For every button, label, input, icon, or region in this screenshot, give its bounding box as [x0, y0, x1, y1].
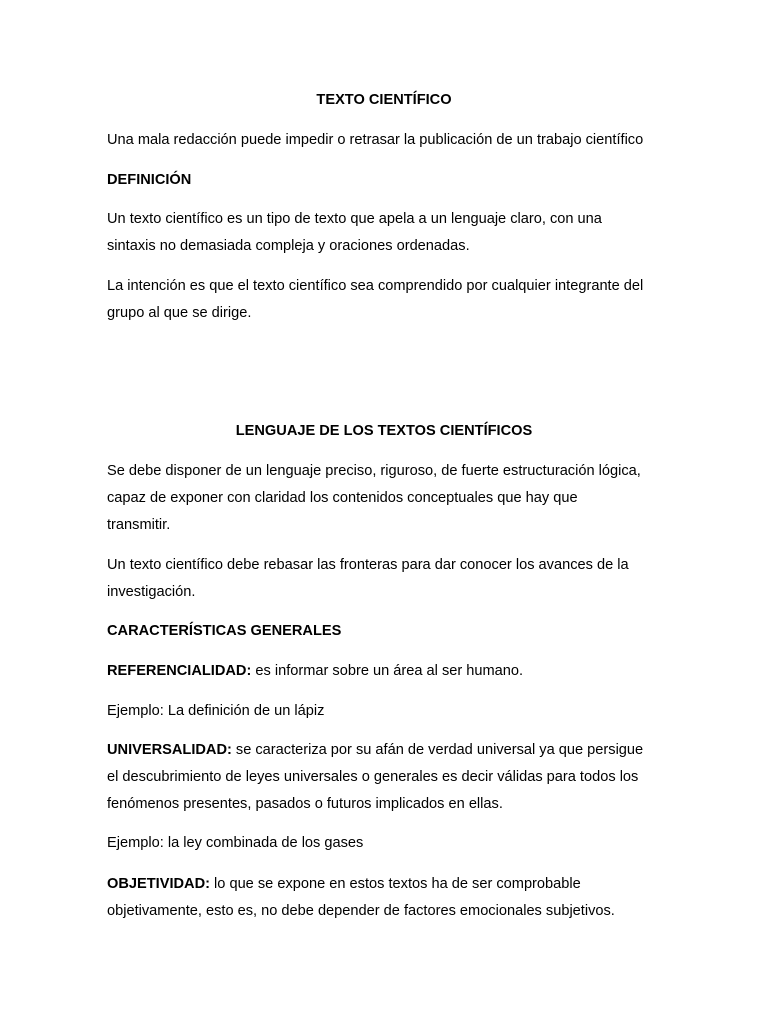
lenguaje-p2-line-2: investigación. [107, 584, 196, 600]
objetividad-paragraph [107, 874, 581, 894]
objetividad-line-2: objetivamente, esto es, no debe depender de factores emocionales subjetivos. [107, 903, 615, 919]
caracteristicas-heading: CARACTERÍSTICAS GENERALES [107, 623, 342, 639]
lenguaje-p1-line-2: capaz de exponer con claridad los contenidos conceptuales que hay que [107, 490, 578, 506]
universalidad-example: Ejemplo: la ley combinada de los gases [107, 835, 364, 851]
definicion-p1-line-1: Un texto científico es un tipo de texto que apela a un lenguaje claro, con una [107, 211, 602, 227]
lenguaje-p1-line-1: Se debe disponer de un lenguaje preciso, riguroso, de fuerte estructuración lógica, [107, 463, 641, 479]
definicion-heading: DEFINICIÓN [107, 172, 192, 188]
definicion-p1-line-2: sintaxis no demasiada compleja y oraciones ordenadas. [107, 238, 470, 254]
referencialidad-paragraph [107, 661, 523, 681]
definicion-p2-line-2: grupo al que se dirige. [107, 305, 252, 321]
lenguaje-heading: LENGUAJE DE LOS TEXTOS CIENTÍFICOS [235, 423, 533, 439]
universalidad-text: se caracteriza por su afán de verdad universal ya que persigue [231, 742, 644, 758]
objetividad-text: lo que se expone en estos textos ha de ser comprobable [209, 876, 581, 892]
referencialidad-term: REFERENCIALIDAD: [107, 663, 252, 679]
definicion-p2-line-1: La intención es que el texto científico sea comprendido por cualquier integrante del [107, 278, 644, 294]
objetividad-term: OBJETIVIDAD: [107, 876, 210, 892]
document-title: TEXTO CIENTÍFICO [316, 92, 452, 108]
universalidad-paragraph [107, 740, 643, 760]
referencialidad-text: es informar sobre un área al ser humano. [251, 663, 524, 679]
universalidad-line-2: el descubrimiento de leyes universales o generales es decir válidas para todos los [107, 769, 639, 785]
intro-paragraph: Una mala redacción puede impedir o retrasar la publicación de un trabajo científico [107, 132, 644, 148]
lenguaje-p1-line-3: transmitir. [107, 517, 171, 533]
universalidad-term: UNIVERSALIDAD: [107, 742, 232, 758]
universalidad-line-3: fenómenos presentes, pasados o futuros implicados en ellas. [107, 796, 503, 812]
lenguaje-p2-line-1: Un texto científico debe rebasar las fronteras para dar conocer los avances de la [107, 557, 629, 573]
referencialidad-example: Ejemplo: La definición de un lápiz [107, 703, 325, 719]
